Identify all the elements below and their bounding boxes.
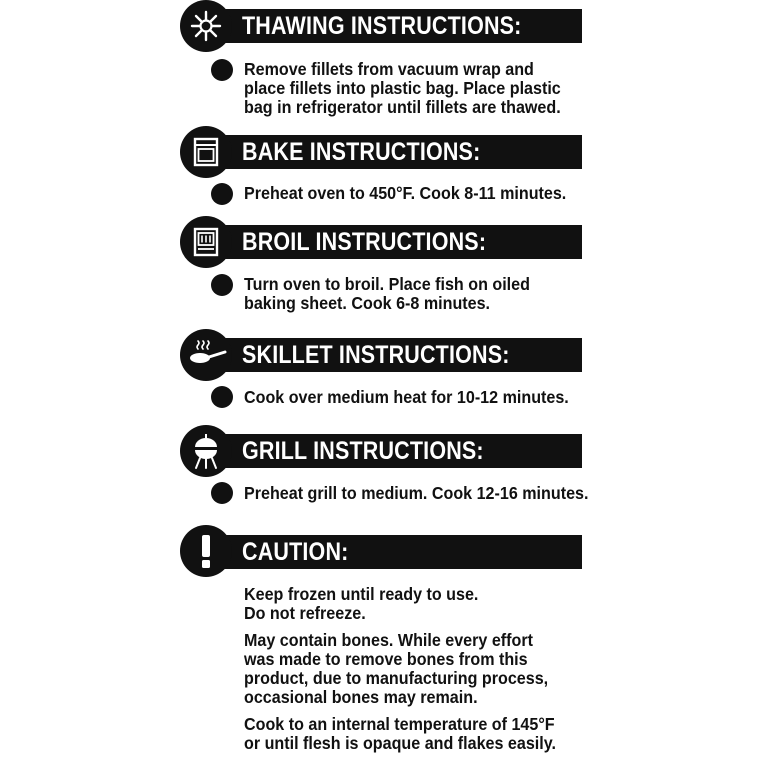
caution-title: CAUTION: <box>242 538 349 566</box>
caution-line: May contain bones. While every effort <box>244 630 533 650</box>
skillet-title: SKILLET INSTRUCTIONS: <box>242 341 510 369</box>
caution-line: product, due to manufacturing process, <box>244 668 549 688</box>
bake-line: Preheat oven to 450°F. Cook 8-11 minutes. <box>244 183 567 203</box>
caution-icon-badge <box>180 525 232 577</box>
thawing-title: THAWING INSTRUCTIONS: <box>242 12 522 40</box>
thawing-bullet <box>211 59 233 81</box>
grill-bullet <box>211 482 233 504</box>
grill-icon <box>180 425 232 477</box>
skillet-icon-badge <box>180 329 232 381</box>
broil-line: baking sheet. Cook 6-8 minutes. <box>244 293 491 313</box>
skillet-line: Cook over medium heat for 10-12 minutes. <box>244 387 569 407</box>
thawing-line: Remove fillets from vacuum wrap and <box>244 59 534 79</box>
grill-text <box>244 483 589 503</box>
caution-paragraph <box>244 585 575 623</box>
caution-line: occasional bones may remain. <box>244 687 478 707</box>
caution-text <box>244 585 575 753</box>
grill-icon-badge <box>180 425 232 477</box>
bake-icon-badge <box>180 126 232 178</box>
broil-icon-badge <box>180 216 232 268</box>
caution-paragraph <box>244 715 575 753</box>
oven-icon <box>180 126 232 178</box>
thawing-text <box>244 60 575 117</box>
thawing-icon-badge <box>180 0 232 52</box>
snowflake-icon <box>180 0 232 52</box>
caution-line: was made to remove bones from this <box>244 649 528 669</box>
bake-bullet <box>211 183 233 205</box>
grill-line: Preheat grill to medium. Cook 12-16 minutes. <box>244 483 589 503</box>
skillet-icon <box>180 329 232 381</box>
skillet-bullet <box>211 386 233 408</box>
exclamation-icon <box>180 525 232 577</box>
thawing-line: place fillets into plastic bag. Place plastic <box>244 78 561 98</box>
caution-line: Keep frozen until ready to use. <box>244 584 479 604</box>
caution-line: Do not refreeze. <box>244 603 366 623</box>
caution-paragraph <box>244 631 575 707</box>
skillet-text <box>244 388 575 407</box>
caution-line: Cook to an internal temperature of 145°F <box>244 714 555 734</box>
bake-title: BAKE INSTRUCTIONS: <box>242 138 481 166</box>
broil-bullet <box>211 274 233 296</box>
thawing-line: bag in refrigerator until fillets are thawed. <box>244 97 561 117</box>
caution-line: or until flesh is opaque and flakes easily. <box>244 733 556 753</box>
broil-title: BROIL INSTRUCTIONS: <box>242 228 487 256</box>
grill-title: GRILL INSTRUCTIONS: <box>242 437 484 465</box>
broil-line: Turn oven to broil. Place fish on oiled <box>244 274 530 294</box>
broiler-icon <box>180 216 232 268</box>
broil-text <box>244 275 575 313</box>
bake-text <box>244 184 575 203</box>
